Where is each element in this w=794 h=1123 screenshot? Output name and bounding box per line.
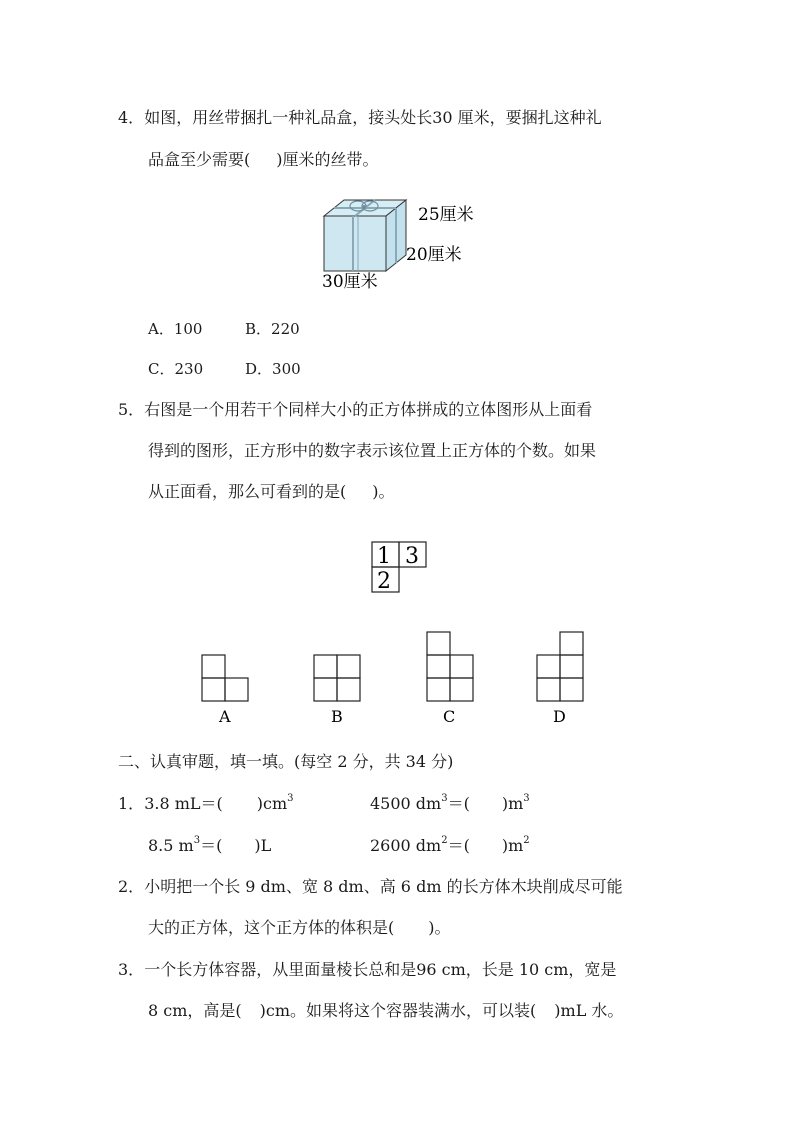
s2q1-c-left: 8.5 m — [148, 836, 194, 855]
s2q3-line1 — [118, 960, 616, 980]
s2q3-text-2c: )mL 水。 — [554, 1001, 624, 1020]
s2q1-c-exp: 3 — [193, 834, 201, 846]
grid-cell-3: 3 — [405, 544, 419, 569]
q5-number: 5． — [118, 400, 145, 419]
gift-box-front — [324, 216, 386, 271]
option-b[interactable] — [245, 318, 300, 339]
s2q1-d-left: 2600 dm — [370, 836, 442, 855]
s2q1-d-exp1: 2 — [441, 834, 448, 846]
q4-text-2a: 品盒至少需要( — [148, 150, 251, 169]
q5-text-3b: )。 — [372, 482, 395, 501]
s2q1-row2-left — [148, 836, 271, 856]
s2q1-a-exp: 3 — [287, 792, 294, 804]
s2q3-text-2b: )cm。如果将这个容器装满水，可以装( — [259, 1001, 537, 1020]
q4-line2 — [148, 150, 379, 170]
section-2-title — [118, 752, 453, 772]
s2q1-a-right: )cm — [256, 794, 288, 813]
q5-line2 — [148, 441, 596, 461]
gift-box — [324, 200, 406, 271]
s2q1-d-exp2: 2 — [523, 834, 530, 846]
choice-c-label: C — [443, 707, 456, 726]
q5-text-3a: 从正面看，那么可看到的是( — [148, 482, 347, 501]
grid-cell-2: 2 — [377, 569, 391, 594]
gift-box-side — [386, 200, 406, 271]
choice-c-figure[interactable] — [427, 632, 473, 701]
q4-text-2b: )厘米的丝带。 — [276, 150, 379, 169]
s2q2-text-2a: 大的正方体，这个正方体的体积是( — [148, 918, 395, 937]
s2q3-line2 — [148, 1001, 623, 1021]
q5-line3 — [148, 482, 395, 502]
s2q1-b-mid: ＝( — [447, 794, 470, 813]
choice-d-figure[interactable] — [537, 632, 583, 701]
option-b-key: B． — [245, 320, 272, 338]
q5-text-1: 右图是一个用若干个同样大小的正方体拼成的立体图形从上面看 — [144, 400, 593, 419]
q5-line1 — [118, 400, 592, 420]
choice-b-label: B — [331, 707, 343, 726]
s2q1-b-right: )m — [501, 794, 524, 813]
choice-b-figure[interactable] — [314, 655, 360, 701]
dim-top-label: 25厘米 — [418, 205, 474, 225]
s2q2-text-1: 小明把一个长 9 dm、宽 8 dm、高 6 dm 的长方体木块削成尽可能 — [144, 877, 623, 896]
q5-text-2: 得到的图形，正方形中的数字表示该位置上正方体的个数。如果 — [148, 441, 597, 460]
section-2-title-text: 二、认真审题，填一填。(每空 2 分，共 34 分) — [118, 752, 454, 771]
choice-a-label: A — [219, 707, 231, 726]
q4-number: 4． — [118, 108, 145, 127]
s2q1-row2-right — [370, 836, 530, 856]
s2q2-line2 — [148, 918, 451, 938]
s2q2-line1 — [118, 877, 623, 897]
option-d-key: D． — [245, 360, 273, 378]
option-d[interactable] — [245, 358, 301, 379]
gift-box-top — [324, 200, 406, 216]
s2q1-d-mid: ＝( — [447, 836, 470, 855]
choice-a-figure[interactable] — [202, 655, 248, 701]
s2q1-number: 1． — [118, 794, 145, 813]
s2q1-c-mid: ＝( — [200, 836, 223, 855]
option-a-value: 100 — [173, 320, 203, 338]
s2q1-row1-right — [370, 794, 530, 814]
s2q2-text-2b: )。 — [428, 918, 451, 937]
option-a-key: A． — [148, 320, 174, 338]
s2q1-c-right: )L — [254, 836, 272, 855]
s2q3-text-1: 一个长方体容器，从里面量棱长总和是96 cm，长是 10 cm，宽是 — [144, 960, 617, 979]
s2q3-number: 3． — [118, 960, 145, 979]
q4-text-1: 如图，用丝带捆扎一种礼品盒，接头处长30 厘米，要捆扎这种礼 — [144, 108, 602, 127]
option-c[interactable] — [148, 358, 203, 379]
top-view-grid — [372, 542, 426, 594]
s2q1-a-left: 3.8 mL＝( — [144, 794, 223, 813]
option-c-key: C． — [148, 360, 175, 378]
choice-d-label: D — [553, 707, 566, 726]
dim-bottom-label: 30厘米 — [322, 272, 378, 292]
s2q3-text-2a: 8 cm，高是( — [148, 1001, 242, 1020]
q4-line1 — [118, 108, 602, 128]
dim-side-label: 20厘米 — [406, 245, 462, 265]
option-b-value: 220 — [271, 320, 300, 338]
s2q2-number: 2． — [118, 877, 145, 896]
s2q1-row1-left — [118, 794, 294, 814]
grid-cell-1: 1 — [377, 544, 391, 569]
s2q1-b-left: 4500 dm — [370, 794, 442, 813]
s2q1-b-exp1: 3 — [441, 792, 448, 804]
s2q1-d-right: )m — [501, 836, 524, 855]
s2q1-b-exp2: 3 — [523, 792, 530, 804]
option-c-value: 230 — [174, 360, 204, 378]
option-a[interactable] — [148, 318, 202, 339]
option-d-value: 300 — [272, 360, 301, 378]
